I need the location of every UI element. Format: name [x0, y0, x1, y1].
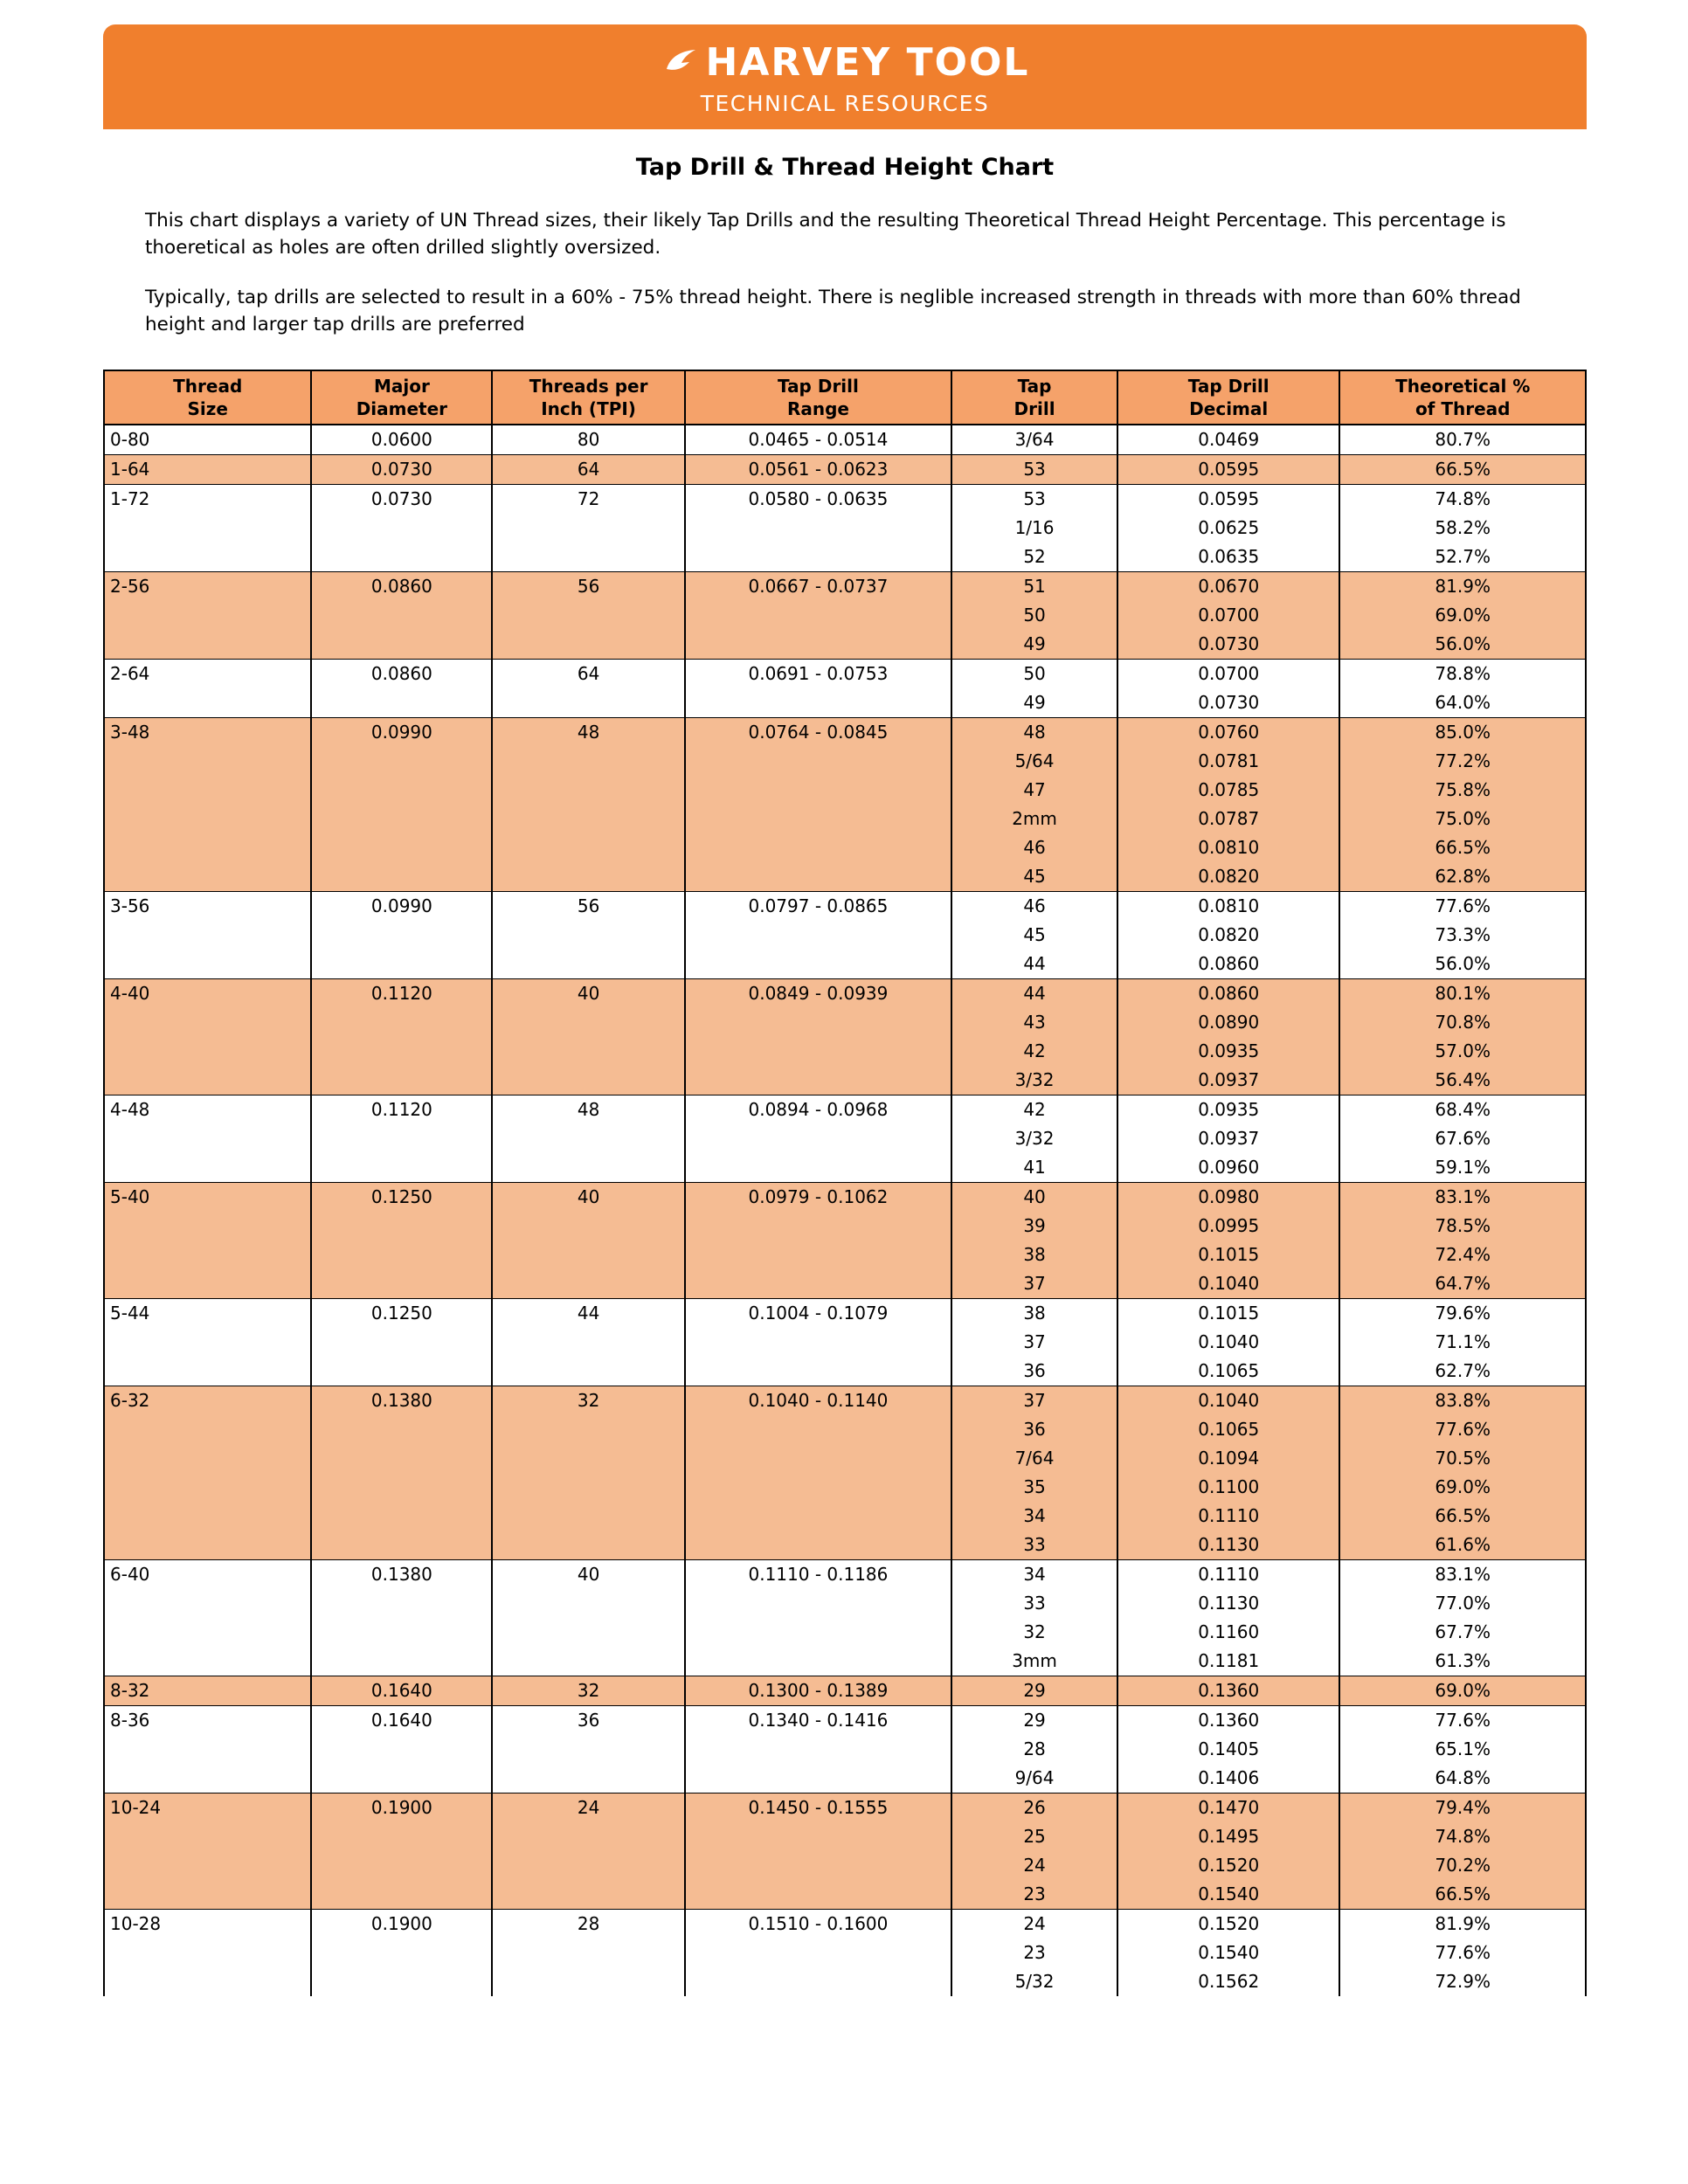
cell-tap-drill: 3mm	[951, 1647, 1117, 1676]
table-row	[104, 1560, 1586, 1590]
cell-tpi: 32	[492, 1676, 684, 1706]
cell-pct: 65.1%	[1339, 1735, 1586, 1764]
cell-tap-drill: 26	[951, 1794, 1117, 1823]
cell-tpi: 72	[492, 485, 684, 572]
cell-pct: 56.0%	[1339, 630, 1586, 660]
cell-decimal: 0.0730	[1117, 688, 1339, 718]
table-body	[104, 425, 1586, 1996]
table-row	[104, 572, 1586, 602]
cell-tap-drill: 53	[951, 455, 1117, 485]
cell-tap-drill: 37	[951, 1386, 1117, 1416]
cell-decimal: 0.0810	[1117, 833, 1339, 862]
cell-range: 0.0691 - 0.0753	[685, 660, 951, 718]
cell-tap-drill: 36	[951, 1415, 1117, 1444]
cell-major: 0.1900	[311, 1910, 492, 1997]
cell-tap-drill: 38	[951, 1299, 1117, 1329]
cell-size: 4-40	[104, 979, 311, 1095]
cell-pct: 64.8%	[1339, 1764, 1586, 1794]
cell-tpi: 24	[492, 1794, 684, 1910]
cell-pct: 77.0%	[1339, 1589, 1586, 1618]
cell-tap-drill: 2mm	[951, 805, 1117, 833]
cell-range: 0.0894 - 0.0968	[685, 1095, 951, 1183]
cell-range: 0.1340 - 0.1416	[685, 1706, 951, 1794]
cell-size: 6-40	[104, 1560, 311, 1676]
col-header-tap-drill	[951, 370, 1117, 425]
cell-tpi: 28	[492, 1910, 684, 1997]
cell-major: 0.1250	[311, 1299, 492, 1386]
cell-pct: 62.7%	[1339, 1357, 1586, 1386]
cell-tap-drill: 28	[951, 1735, 1117, 1764]
cell-range: 0.0580 - 0.0635	[685, 485, 951, 572]
cell-size: 3-48	[104, 718, 311, 892]
cell-tap-drill: 38	[951, 1241, 1117, 1269]
page-content	[103, 24, 1587, 1996]
page-title: Tap Drill & Thread Height Chart	[635, 154, 1055, 181]
cell-range: 0.1040 - 0.1140	[685, 1386, 951, 1560]
cell-pct: 69.0%	[1339, 1676, 1586, 1706]
cell-decimal: 0.0730	[1117, 630, 1339, 660]
cell-pct: 61.6%	[1339, 1531, 1586, 1560]
cell-decimal: 0.0785	[1117, 776, 1339, 805]
cell-tap-drill: 42	[951, 1037, 1117, 1066]
cell-pct: 73.3%	[1339, 921, 1586, 950]
intro-paragraph-1: This chart displays a variety of UN Thread sizes, their likely Tap Drills and the resulting Theoretical Thread Height Percentage. This percentage is thoeretical as holes are often drilled slightly oversized.	[145, 210, 1506, 259]
cell-size: 5-40	[104, 1183, 311, 1299]
cell-size: 2-64	[104, 660, 311, 718]
brand-name: HARVEY TOOL	[705, 40, 1030, 85]
table-row	[104, 1299, 1586, 1329]
cell-decimal: 0.0820	[1117, 921, 1339, 950]
cell-major: 0.1250	[311, 1183, 492, 1299]
cell-pct: 66.5%	[1339, 833, 1586, 862]
cell-tap-drill: 36	[951, 1357, 1117, 1386]
cell-decimal: 0.1040	[1117, 1386, 1339, 1416]
cell-decimal: 0.1015	[1117, 1299, 1339, 1329]
table-row	[104, 1386, 1586, 1416]
col-header-tap-drill-range	[685, 370, 951, 425]
cell-pct: 66.5%	[1339, 455, 1586, 485]
brand-subtitle: TECHNICAL RESOURCES	[700, 91, 990, 116]
cell-decimal: 0.0810	[1117, 892, 1339, 922]
cell-tpi: 44	[492, 1299, 684, 1386]
cell-tap-drill: 39	[951, 1212, 1117, 1241]
cell-pct: 68.4%	[1339, 1095, 1586, 1125]
cell-tpi: 64	[492, 660, 684, 718]
cell-decimal: 0.0787	[1117, 805, 1339, 833]
cell-tpi: 56	[492, 892, 684, 979]
cell-major: 0.0730	[311, 485, 492, 572]
cell-tap-drill: 45	[951, 921, 1117, 950]
cell-size: 1-64	[104, 455, 311, 485]
col-header-line2: Diameter	[356, 398, 448, 419]
cell-pct: 56.0%	[1339, 950, 1586, 979]
cell-pct: 79.4%	[1339, 1794, 1586, 1823]
intro-paragraph-2: Typically, tap drills are selected to result in a 60% - 75% thread height. There is neglible increased strength in threads with more than 60% thread height and larger tap drills are preferred	[145, 287, 1521, 335]
cell-range: 0.0465 - 0.0514	[685, 425, 951, 455]
cell-pct: 85.0%	[1339, 718, 1586, 748]
col-header-line1: Theoretical %	[1395, 376, 1531, 397]
cell-decimal: 0.1015	[1117, 1241, 1339, 1269]
cell-decimal: 0.0935	[1117, 1037, 1339, 1066]
col-header-line2: Inch (TPI)	[541, 398, 636, 419]
cell-tap-drill: 3/64	[951, 425, 1117, 455]
cell-pct: 75.0%	[1339, 805, 1586, 833]
cell-pct: 52.7%	[1339, 543, 1586, 572]
cell-pct: 77.6%	[1339, 1939, 1586, 1967]
cell-tap-drill: 34	[951, 1502, 1117, 1531]
cell-tap-drill: 48	[951, 718, 1117, 748]
col-header-line2: of Thread	[1415, 398, 1511, 419]
cell-pct: 80.1%	[1339, 979, 1586, 1009]
cell-pct: 62.8%	[1339, 862, 1586, 892]
cell-major: 0.0860	[311, 660, 492, 718]
cell-tap-drill: 7/64	[951, 1444, 1117, 1473]
cell-size: 3-56	[104, 892, 311, 979]
cell-major: 0.1380	[311, 1560, 492, 1676]
cell-pct: 78.8%	[1339, 660, 1586, 689]
cell-decimal: 0.1520	[1117, 1910, 1339, 1939]
cell-decimal: 0.0860	[1117, 979, 1339, 1009]
cell-tap-drill: 53	[951, 485, 1117, 515]
cell-pct: 69.0%	[1339, 601, 1586, 630]
brand-banner-inner	[103, 40, 1587, 116]
col-header-line2: Range	[786, 398, 849, 419]
cell-pct: 83.1%	[1339, 1183, 1586, 1213]
page-left-margin	[0, 0, 103, 2184]
cell-tap-drill: 50	[951, 660, 1117, 689]
cell-decimal: 0.1040	[1117, 1328, 1339, 1357]
col-header-theoretical-pct	[1339, 370, 1586, 425]
cell-tap-drill: 41	[951, 1153, 1117, 1183]
cell-pct: 75.8%	[1339, 776, 1586, 805]
cell-tap-drill: 49	[951, 630, 1117, 660]
cell-range: 0.1110 - 0.1186	[685, 1560, 951, 1676]
cell-pct: 74.8%	[1339, 1822, 1586, 1851]
table-row	[104, 455, 1586, 485]
cell-decimal: 0.1100	[1117, 1473, 1339, 1502]
cell-tap-drill: 50	[951, 601, 1117, 630]
col-header-threads-per-inch	[492, 370, 684, 425]
cell-range: 0.1450 - 0.1555	[685, 1794, 951, 1910]
cell-tpi: 48	[492, 1095, 684, 1183]
cell-tap-drill: 23	[951, 1939, 1117, 1967]
col-header-line1: Thread	[173, 376, 243, 397]
cell-decimal: 0.0935	[1117, 1095, 1339, 1125]
cell-decimal: 0.1130	[1117, 1589, 1339, 1618]
cell-tap-drill: 23	[951, 1880, 1117, 1910]
cell-major: 0.1120	[311, 1095, 492, 1183]
col-header-line1: Tap Drill	[778, 376, 859, 397]
col-header-line1: Tap Drill	[1187, 376, 1269, 397]
cell-tap-drill: 5/64	[951, 747, 1117, 776]
cell-pct: 67.6%	[1339, 1124, 1586, 1153]
cell-decimal: 0.0860	[1117, 950, 1339, 979]
cell-major: 0.0600	[311, 425, 492, 455]
cell-decimal: 0.0820	[1117, 862, 1339, 892]
cell-tap-drill: 37	[951, 1269, 1117, 1299]
cell-pct: 58.2%	[1339, 514, 1586, 543]
table-row	[104, 1095, 1586, 1125]
cell-pct: 72.9%	[1339, 1967, 1586, 1996]
cell-major: 0.0730	[311, 455, 492, 485]
cell-pct: 74.8%	[1339, 485, 1586, 515]
cell-pct: 70.5%	[1339, 1444, 1586, 1473]
cell-decimal: 0.0937	[1117, 1124, 1339, 1153]
cell-tap-drill: 33	[951, 1531, 1117, 1560]
cell-pct: 78.5%	[1339, 1212, 1586, 1241]
table-row	[104, 1676, 1586, 1706]
cell-size: 8-36	[104, 1706, 311, 1794]
cell-pct: 83.1%	[1339, 1560, 1586, 1590]
cell-size: 1-72	[104, 485, 311, 572]
cell-range: 0.0667 - 0.0737	[685, 572, 951, 660]
cell-major: 0.0990	[311, 718, 492, 892]
cell-pct: 81.9%	[1339, 572, 1586, 602]
cell-size: 2-56	[104, 572, 311, 660]
cell-tap-drill: 5/32	[951, 1967, 1117, 1996]
cell-decimal: 0.0937	[1117, 1066, 1339, 1095]
table-header	[104, 370, 1586, 425]
cell-pct: 59.1%	[1339, 1153, 1586, 1183]
cell-tap-drill: 45	[951, 862, 1117, 892]
cell-decimal: 0.1406	[1117, 1764, 1339, 1794]
cell-tpi: 40	[492, 979, 684, 1095]
cell-range: 0.0849 - 0.0939	[685, 979, 951, 1095]
table-row	[104, 979, 1586, 1009]
brand-banner	[103, 24, 1587, 129]
cell-tap-drill: 24	[951, 1851, 1117, 1880]
cell-decimal: 0.0980	[1117, 1183, 1339, 1213]
cell-tap-drill: 37	[951, 1328, 1117, 1357]
cell-range: 0.1004 - 0.1079	[685, 1299, 951, 1386]
cell-decimal: 0.0700	[1117, 601, 1339, 630]
cell-pct: 77.6%	[1339, 1415, 1586, 1444]
cell-decimal: 0.1065	[1117, 1415, 1339, 1444]
table-row	[104, 1910, 1586, 1939]
cell-decimal: 0.1160	[1117, 1618, 1339, 1647]
cell-tap-drill: 34	[951, 1560, 1117, 1590]
cell-decimal: 0.0670	[1117, 572, 1339, 602]
cell-size: 5-44	[104, 1299, 311, 1386]
cell-tpi: 40	[492, 1560, 684, 1676]
cell-tpi: 36	[492, 1706, 684, 1794]
cell-decimal: 0.1110	[1117, 1560, 1339, 1590]
cell-decimal: 0.0781	[1117, 747, 1339, 776]
table-row	[104, 892, 1586, 922]
cell-pct: 77.6%	[1339, 1706, 1586, 1736]
col-header-line2: Drill	[1013, 398, 1055, 419]
cell-decimal: 0.0995	[1117, 1212, 1339, 1241]
cell-decimal: 0.1405	[1117, 1735, 1339, 1764]
cell-tap-drill: 29	[951, 1676, 1117, 1706]
cell-tpi: 32	[492, 1386, 684, 1560]
cell-pct: 67.7%	[1339, 1618, 1586, 1647]
cell-pct: 57.0%	[1339, 1037, 1586, 1066]
cell-range: 0.0764 - 0.0845	[685, 718, 951, 892]
cell-pct: 64.0%	[1339, 688, 1586, 718]
cell-decimal: 0.1495	[1117, 1822, 1339, 1851]
cell-pct: 77.2%	[1339, 747, 1586, 776]
table-row	[104, 1794, 1586, 1823]
table-row	[104, 718, 1586, 748]
cell-tap-drill: 24	[951, 1910, 1117, 1939]
cell-size: 4-48	[104, 1095, 311, 1183]
cell-tpi: 56	[492, 572, 684, 660]
col-header-thread-size	[104, 370, 311, 425]
col-header-line2: Size	[187, 398, 228, 419]
cell-tap-drill: 3/32	[951, 1066, 1117, 1095]
harvey-tool-logo-icon	[661, 43, 701, 83]
cell-pct: 70.2%	[1339, 1851, 1586, 1880]
cell-decimal: 0.1110	[1117, 1502, 1339, 1531]
cell-tap-drill: 40	[951, 1183, 1117, 1213]
cell-pct: 61.3%	[1339, 1647, 1586, 1676]
cell-range: 0.0561 - 0.0623	[685, 455, 951, 485]
cell-pct: 80.7%	[1339, 425, 1586, 455]
cell-decimal: 0.1540	[1117, 1880, 1339, 1910]
cell-decimal: 0.1562	[1117, 1967, 1339, 1996]
cell-decimal: 0.1181	[1117, 1647, 1339, 1676]
cell-major: 0.1640	[311, 1706, 492, 1794]
col-header-line1: Tap	[1017, 376, 1052, 397]
cell-range: 0.0797 - 0.0865	[685, 892, 951, 979]
cell-tpi: 80	[492, 425, 684, 455]
cell-tap-drill: 49	[951, 688, 1117, 718]
cell-tap-drill: 51	[951, 572, 1117, 602]
cell-tap-drill: 46	[951, 892, 1117, 922]
cell-tpi: 64	[492, 455, 684, 485]
cell-decimal: 0.0890	[1117, 1008, 1339, 1037]
cell-decimal: 0.1040	[1117, 1269, 1339, 1299]
cell-decimal: 0.0469	[1117, 425, 1339, 455]
cell-pct: 56.4%	[1339, 1066, 1586, 1095]
cell-tap-drill: 52	[951, 543, 1117, 572]
cell-pct: 83.8%	[1339, 1386, 1586, 1416]
cell-major: 0.0860	[311, 572, 492, 660]
cell-pct: 66.5%	[1339, 1502, 1586, 1531]
cell-size: 6-32	[104, 1386, 311, 1560]
cell-decimal: 0.1470	[1117, 1794, 1339, 1823]
col-header-major-diameter	[311, 370, 492, 425]
cell-tap-drill: 3/32	[951, 1124, 1117, 1153]
cell-tpi: 48	[492, 718, 684, 892]
cell-major: 0.0990	[311, 892, 492, 979]
cell-size: 8-32	[104, 1676, 311, 1706]
cell-pct: 79.6%	[1339, 1299, 1586, 1329]
cell-tap-drill: 25	[951, 1822, 1117, 1851]
col-header-line2: Decimal	[1189, 398, 1269, 419]
cell-tap-drill: 43	[951, 1008, 1117, 1037]
cell-major: 0.1380	[311, 1386, 492, 1560]
cell-tap-drill: 42	[951, 1095, 1117, 1125]
cell-decimal: 0.1094	[1117, 1444, 1339, 1473]
cell-tap-drill: 44	[951, 979, 1117, 1009]
cell-decimal: 0.1130	[1117, 1531, 1339, 1560]
cell-decimal: 0.1065	[1117, 1357, 1339, 1386]
col-header-line1: Major	[373, 376, 430, 397]
cell-pct: 77.6%	[1339, 892, 1586, 922]
cell-major: 0.1900	[311, 1794, 492, 1910]
cell-major: 0.1640	[311, 1676, 492, 1706]
cell-pct: 66.5%	[1339, 1880, 1586, 1910]
table-row	[104, 425, 1586, 455]
brand-row	[103, 40, 1587, 86]
cell-size: 10-28	[104, 1910, 311, 1997]
cell-tap-drill: 32	[951, 1618, 1117, 1647]
cell-pct: 64.7%	[1339, 1269, 1586, 1299]
cell-decimal: 0.1520	[1117, 1851, 1339, 1880]
tap-drill-table	[103, 370, 1587, 1996]
cell-decimal: 0.1360	[1117, 1706, 1339, 1736]
cell-tap-drill: 9/64	[951, 1764, 1117, 1794]
cell-decimal: 0.0595	[1117, 455, 1339, 485]
table-row	[104, 1183, 1586, 1213]
cell-decimal: 0.0960	[1117, 1153, 1339, 1183]
cell-major: 0.1120	[311, 979, 492, 1095]
cell-size: 0-80	[104, 425, 311, 455]
cell-range: 0.0979 - 0.1062	[685, 1183, 951, 1299]
table-header-row	[104, 370, 1586, 425]
col-header-tap-drill-decimal	[1117, 370, 1339, 425]
cell-pct: 69.0%	[1339, 1473, 1586, 1502]
cell-tap-drill: 35	[951, 1473, 1117, 1502]
cell-tpi: 40	[492, 1183, 684, 1299]
cell-decimal: 0.0635	[1117, 543, 1339, 572]
table-row	[104, 660, 1586, 689]
cell-tap-drill: 29	[951, 1706, 1117, 1736]
cell-tap-drill: 44	[951, 950, 1117, 979]
cell-decimal: 0.1360	[1117, 1676, 1339, 1706]
table-row	[104, 1706, 1586, 1736]
cell-tap-drill: 33	[951, 1589, 1117, 1618]
cell-tap-drill: 1/16	[951, 514, 1117, 543]
cell-pct: 71.1%	[1339, 1328, 1586, 1357]
cell-range: 0.1510 - 0.1600	[685, 1910, 951, 1997]
cell-decimal: 0.0625	[1117, 514, 1339, 543]
cell-decimal: 0.1540	[1117, 1939, 1339, 1967]
cell-size: 10-24	[104, 1794, 311, 1910]
table-row	[104, 485, 1586, 515]
cell-pct: 70.8%	[1339, 1008, 1586, 1037]
cell-decimal: 0.0700	[1117, 660, 1339, 689]
cell-tap-drill: 46	[951, 833, 1117, 862]
cell-decimal: 0.0760	[1117, 718, 1339, 748]
cell-range: 0.1300 - 0.1389	[685, 1676, 951, 1706]
cell-decimal: 0.0595	[1117, 485, 1339, 515]
cell-tap-drill: 47	[951, 776, 1117, 805]
col-header-line1: Threads per	[529, 376, 648, 397]
cell-pct: 72.4%	[1339, 1241, 1586, 1269]
cell-pct: 81.9%	[1339, 1910, 1586, 1939]
